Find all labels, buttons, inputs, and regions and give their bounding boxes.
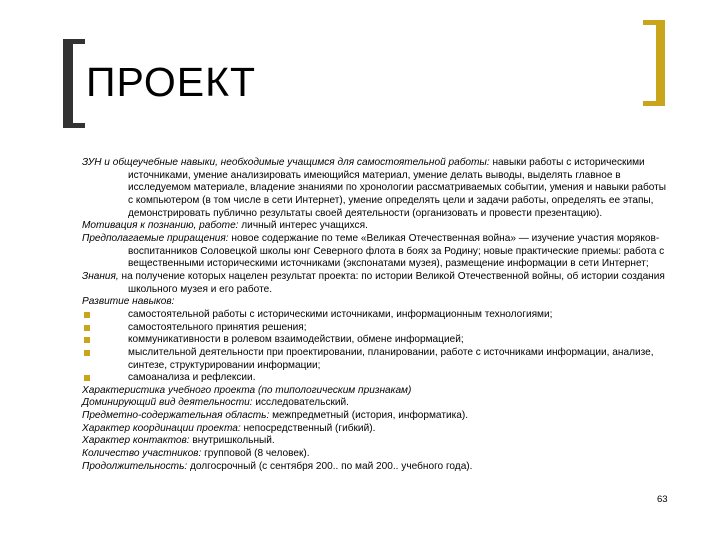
duration-term: Продолжительность: <box>82 460 188 472</box>
skill-list-item <box>82 309 672 322</box>
skills-heading: Развитие навыков: <box>82 296 175 308</box>
paragraph-innovations <box>82 233 672 271</box>
motivation-text: личный интерес учащихся. <box>238 220 368 232</box>
char-participants <box>82 448 672 461</box>
knowledge-text: на получение которых нацелен результат проекта: по истории Великой Отечественной войны, об истории создания школьного музея и его работе. <box>118 270 665 295</box>
paragraph-zun <box>82 157 672 220</box>
skill-list-item <box>82 322 672 335</box>
title-bracket-left-bottom <box>63 123 85 128</box>
zun-text: навыки работы с историческими источниками, умение анализировать имеющийся материал, умение делать выводы, выделять главное в исследуемом материале, владение знаниями по хронологии рассматриваемых событии, умения и навыки работы с компьютером (в том числе в сети Интернет), умение определять цели и задачи работы, определять ее этапы, демонстрировать публично результаты своей деятельности (организовать и провести презентацию). <box>128 157 667 219</box>
zun-term: ЗУН и общеучебные навыки, необходимые учащимся для самостоятельной работы: <box>82 157 490 168</box>
title-bracket-left-top <box>63 39 85 44</box>
subject-text: межпредметный (история, информатика). <box>269 410 469 422</box>
innovations-term: Предполагаемые приращения: <box>82 232 229 244</box>
slide-title: ПРОЕКТ <box>86 59 257 105</box>
square-bullet-icon <box>84 337 90 343</box>
paragraph-knowledge <box>82 271 672 296</box>
skill-list-item <box>82 372 672 385</box>
characteristics-heading: Характеристика учебного проекта (по типологическим признакам) <box>82 384 412 396</box>
skill-text: самостоятельного принятия решения; <box>128 321 307 333</box>
dominant-term: Доминирующий вид деятельности: <box>82 397 253 409</box>
contacts-term: Характер контактов: <box>82 435 190 447</box>
slide-body <box>82 157 672 473</box>
title-bracket-right-bottom <box>643 101 665 106</box>
participants-text: групповой (8 человек). <box>201 448 310 460</box>
subject-term: Предметно-содержательная область: <box>82 410 270 422</box>
char-duration <box>82 461 672 474</box>
skill-text: самоанализа и рефлексии. <box>128 372 256 384</box>
skill-text: коммуникативности в ролевом взаимодействии, обмене информацией; <box>128 334 464 346</box>
char-subject <box>82 410 672 423</box>
motivation-term: Мотивация к познанию, работе: <box>82 220 239 232</box>
page-number: 63 <box>657 494 668 505</box>
skill-text: самостоятельной работы с историческими источниками, информационным технологиями; <box>128 308 553 320</box>
title-bracket-left <box>63 39 73 128</box>
coordination-term: Характер координации проекта: <box>82 422 241 434</box>
char-dominant <box>82 397 672 410</box>
knowledge-term: Знания, <box>82 270 119 282</box>
skill-list-item <box>82 334 672 347</box>
skill-text: мыслительной деятельности при проектировании, планировании, работе с источниками информации, анализе, синтезе, структурировании информации; <box>128 346 654 371</box>
coordination-text: непосредственный (гибкий). <box>240 422 376 434</box>
skill-list-item <box>82 347 672 372</box>
square-bullet-icon <box>84 375 90 381</box>
square-bullet-icon <box>84 350 90 356</box>
square-bullet-icon <box>84 312 90 318</box>
char-coordination <box>82 423 672 436</box>
square-bullet-icon <box>84 325 90 331</box>
duration-text: долгосрочный (с сентября 200.. по май 200.. учебного года). <box>187 460 473 472</box>
innovations-text: новое содержание по теме «Великая Отечественная война» — изучение участия моряков-воспитанников Соловецкой школы юнг Северного флота в боях за Родину; новые практические приемы: работа с вещественными историческими источниками (экспонатами музея), размещение информации в сети Интернет; <box>128 232 665 270</box>
title-bracket-right-top <box>643 20 665 25</box>
char-contacts <box>82 435 672 448</box>
title-bracket-right <box>656 20 665 106</box>
paragraph-motivation <box>82 220 672 233</box>
dominant-text: исследовательский. <box>252 397 349 409</box>
participants-term: Количество участников: <box>82 448 202 460</box>
contacts-text: внутришкольный. <box>189 435 275 447</box>
